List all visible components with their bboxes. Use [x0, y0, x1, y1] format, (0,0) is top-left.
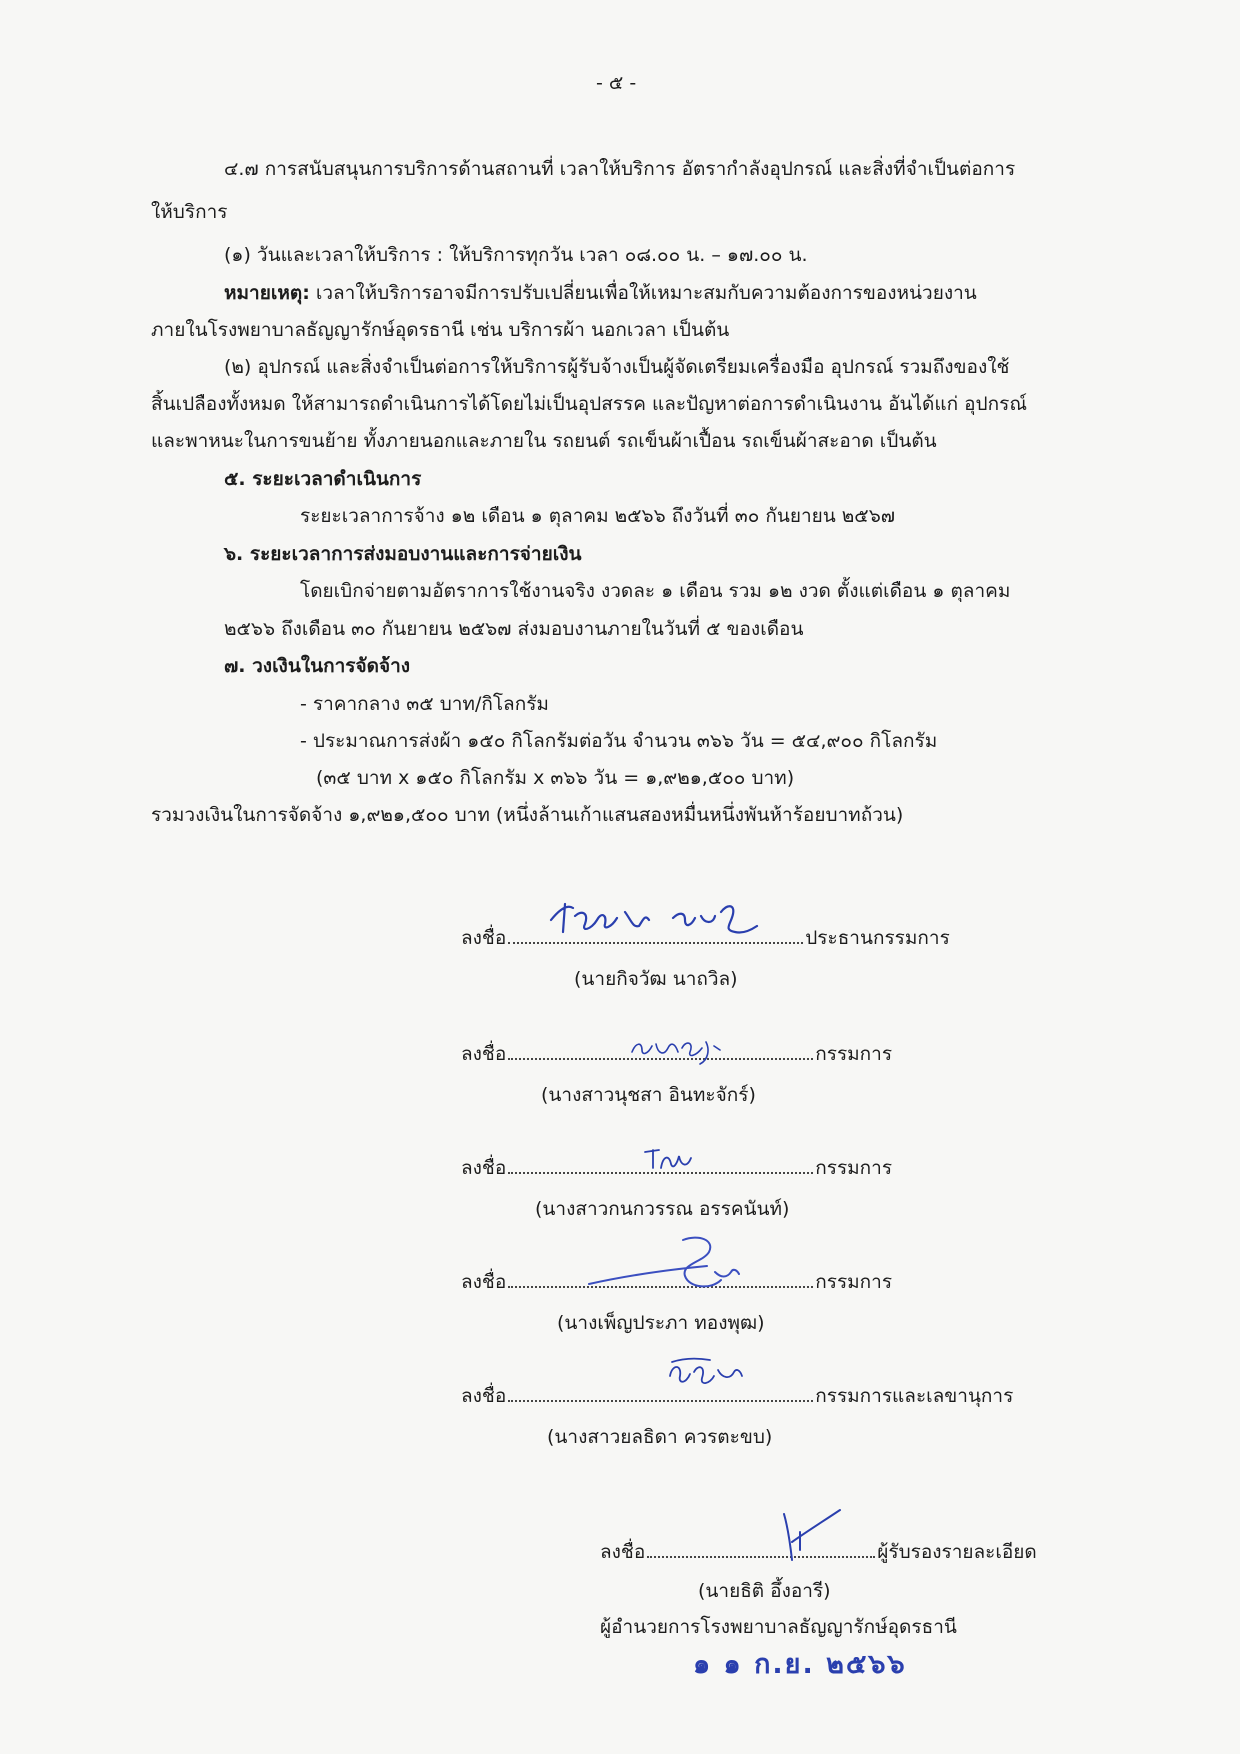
signature-mark-committee-1 — [628, 1028, 738, 1068]
signer-role: กรรมการ — [815, 1157, 893, 1179]
sign-prefix: ลงชื่อ — [461, 1385, 507, 1407]
section-4-7-line-2: ให้บริการ — [151, 201, 228, 223]
signer-role: ผู้รับรองรายละเอียด — [877, 1541, 1037, 1563]
signer-name-committee-3: (นางเพ็ญประภา ทองพุฒ) — [557, 1312, 765, 1334]
sign-prefix: ลงชื่อ — [600, 1541, 646, 1563]
section-4-7-line-1: ๔.๗ การสนับสนุนการบริการด้านสถานที่ เวลาให้บริการ อัตรากำลังอุปกรณ์ และสิ่งที่จำเป็นต่อการ — [224, 158, 1016, 180]
sign-prefix: ลงชื่อ — [461, 1157, 507, 1179]
signer-name-committee-1: (นางสาวนุชสา อินทะจักร์) — [541, 1084, 756, 1106]
signer-role: ประธานกรรมการ — [805, 927, 950, 949]
section-6-line-1: โดยเบิกจ่ายตามอัตราการใช้งานจริง งวดละ ๑ เดือน รวม ๑๒ งวด ตั้งแต่เดือน ๑ ตุลาคม — [300, 580, 1011, 602]
signer-role: กรรมการและเลขานุการ — [815, 1385, 1014, 1407]
page-number: - ๕ - — [596, 72, 637, 94]
note-line-2: ภายในโรงพยาบาลธัญญารักษ์อุดรธานี เช่น บริการผ้า นอกเวลา เป็นต้น — [151, 319, 730, 341]
signer-name-secretary: (นางสาวยลธิดา ควรตะขบ) — [547, 1426, 773, 1448]
equipment-item-line-1: (๒) อุปกรณ์ และสิ่งจำเป็นต่อการให้บริการผู้รับจ้างเป็นผู้จัดเตรียมเครื่องมือ อุปกรณ์ รวมถึงของใช้ — [224, 356, 1010, 378]
section-6-heading: ๖. ระยะเวลาการส่งมอบงานและการจ่ายเงิน — [224, 543, 582, 565]
note-line-1 — [224, 280, 977, 306]
signature-mark-approver — [770, 1502, 860, 1564]
total-budget-line: รวมวงเงินในการจัดจ้าง ๑,๙๒๑,๕๐๐ บาท (หนึ่งล้านเก้าแสนสองหมื่นหนึ่งพันห้าร้อยบาทถ้วน) — [151, 804, 904, 826]
estimate-bullet: - ประมาณการส่งผ้า ๑๕๐ กิโลกรัมต่อวัน จำนวน ๓๖๖ วัน = ๕๔,๙๐๐ กิโลกรัม — [300, 730, 938, 752]
section-5-heading: ๕. ระยะเวลาดำเนินการ — [224, 468, 422, 490]
note-label: หมายเหตุ: — [224, 282, 310, 304]
approver-name: (นายธิติ อึ้งอารี) — [698, 1580, 831, 1602]
signature-dots — [508, 1382, 813, 1402]
signer-name-chairman: (นายกิจวัฒ นาถวิล) — [574, 968, 738, 990]
signature-mark-committee-3 — [585, 1232, 745, 1302]
section-6-line-2: ๒๕๖๖ ถึงเดือน ๓๐ กันยายน ๒๕๖๗ ส่งมอบงานภายในวันที่ ๕ ของเดือน — [224, 618, 804, 640]
signature-mark-secretary — [664, 1354, 754, 1394]
signer-role: กรรมการ — [815, 1043, 893, 1065]
signature-mark-chairman — [545, 890, 785, 950]
signer-name-committee-2: (นางสาวกนกวรรณ อรรคนันท์) — [535, 1198, 790, 1220]
signature-mark-committee-2 — [641, 1140, 701, 1174]
sign-prefix: ลงชื่อ — [461, 927, 507, 949]
section-7-heading: ๗. วงเงินในการจัดจ้าง — [224, 655, 411, 677]
approver-title: ผู้อำนวยการโรงพยาบาลธัญญารักษ์อุดรธานี — [600, 1616, 957, 1638]
calculation-line: (๓๕ บาท x ๑๕๐ กิโลกรัม x ๓๖๖ วัน = ๑,๙๒๑,๕๐๐ บาท) — [316, 767, 795, 789]
date-stamp: ๑ ๑ ก.ย. ๒๕๖๖ — [693, 1649, 907, 1680]
section-5-text: ระยะเวลาการจ้าง ๑๒ เดือน ๑ ตุลาคม ๒๕๖๖ ถึงวันที่ ๓๐ กันยายน ๒๕๖๗ — [300, 505, 896, 527]
service-hours-item: (๑) วันและเวลาให้บริการ : ให้บริการทุกวัน เวลา ๐๘.๐๐ น. – ๑๗.๐๐ น. — [224, 244, 808, 266]
signer-role: กรรมการ — [815, 1271, 893, 1293]
equipment-item-line-3: และพาหนะในการขนย้าย ทั้งภายนอกและภายใน รถยนต์ รถเข็นผ้าเปื้อน รถเข็นผ้าสะอาด เป็นต้น — [151, 430, 937, 452]
equipment-item-line-2: สิ้นเปลืองทั้งหมด ให้สามารถดำเนินการได้โดยไม่เป็นอุปสรรค และปัญหาต่อการดำเนินงาน อันได้แก่ อุปกรณ์ — [151, 393, 1027, 415]
sign-prefix: ลงชื่อ — [461, 1043, 507, 1065]
note-text: เวลาให้บริการอาจมีการปรับเปลี่ยนเพื่อให้เหมาะสมกับความต้องการของหน่วยงาน — [309, 282, 977, 304]
sign-prefix: ลงชื่อ — [461, 1271, 507, 1293]
median-price-bullet: - ราคากลาง ๓๕ บาท/กิโลกรัม — [300, 693, 549, 715]
